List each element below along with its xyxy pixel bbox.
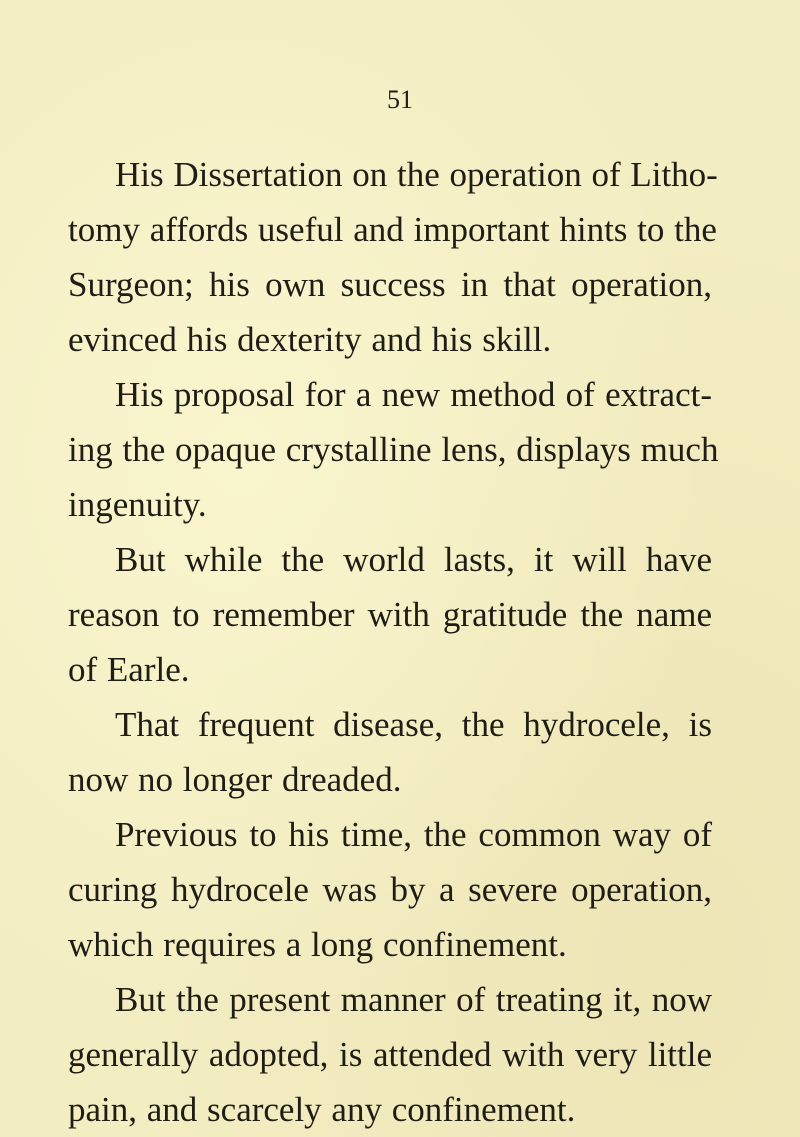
text-line: evinced his dexterity and his skill. [68, 320, 552, 359]
text-line: reason to remember with gratitude the name [68, 595, 712, 634]
text-line: curing hydrocele was by a severe operation, [68, 870, 712, 909]
text-line: of Earle. [68, 650, 190, 689]
text-line: pain, and scarcely any confinement. [68, 1090, 576, 1129]
text-line: Surgeon; his own success in that operation, [68, 265, 712, 304]
text-line: ing the opaque crystalline lens, displays much [68, 430, 719, 469]
text-line: now no longer dreaded. [68, 760, 402, 799]
text-line: But while the world lasts, it will have [115, 540, 712, 579]
text-line: generally adopted, is attended with very little [68, 1035, 712, 1074]
page-number: 51 [387, 85, 413, 114]
text-line: His proposal for a new method of extract- [115, 375, 712, 414]
text-line: But the present manner of treating it, now [115, 980, 712, 1019]
text-line: That frequent disease, the hydrocele, is [115, 705, 712, 744]
text-line: His Dissertation on the operation of Litho- [115, 155, 718, 194]
text-line: which requires a long confinement. [68, 925, 567, 964]
text-line: ingenuity. [68, 485, 207, 524]
text-line: Previous to his time, the common way of [115, 815, 712, 854]
text-line: tomy affords useful and important hints to the [68, 210, 717, 249]
